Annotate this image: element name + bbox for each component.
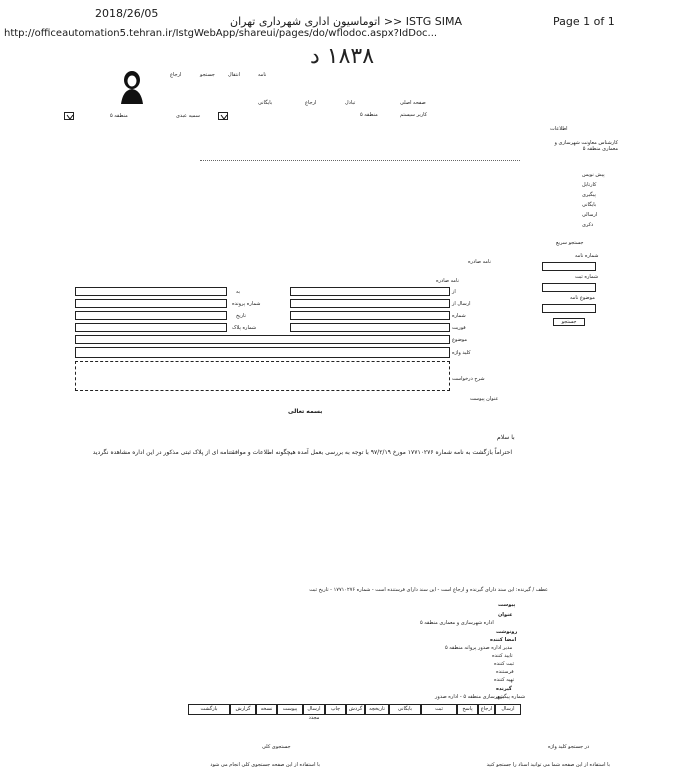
toolbar-referral[interactable]: ارجاع <box>305 100 317 106</box>
label-plate-number: شماره پلاک <box>232 325 257 331</box>
label-description: شرح درخواست <box>452 376 485 382</box>
tab-print[interactable]: چاپ <box>325 704 346 715</box>
tab-resend[interactable]: ارسال مجدد <box>303 704 325 715</box>
footer-note-left: با استفاده از این صفحه جستجوی کلی انجام می شود <box>210 762 320 768</box>
cc-label: رونوشت <box>496 629 518 635</box>
file-number-field[interactable] <box>75 299 227 308</box>
tab-return[interactable]: بازگشت <box>188 704 230 715</box>
toolbar-archive[interactable]: بایگانی <box>258 100 273 106</box>
title-label: عنوان <box>498 612 513 618</box>
user-select-value: سمیه عبدی <box>176 113 200 119</box>
label-to: به <box>236 289 241 295</box>
recorder-label: ثبت کننده <box>494 661 515 667</box>
region-dropdown[interactable] <box>218 112 228 120</box>
tab-reply[interactable]: پاسخ <box>457 704 478 715</box>
greeting: با سلام <box>497 434 515 441</box>
letter-number-label: شماره نامه <box>575 253 599 259</box>
quick-search-title: جستجو سریع <box>556 240 584 246</box>
signer-name: مدیر اداره صدور پروانه منطقه ۵ <box>445 645 513 651</box>
region-select-value: منطقه ۵ <box>110 113 128 119</box>
label-subject: موضوع <box>452 337 468 343</box>
label-date: تاریخ <box>236 313 246 319</box>
priority-field[interactable] <box>290 323 450 332</box>
region-label: منطقه ۵ <box>360 112 378 118</box>
subject-field[interactable] <box>75 335 450 344</box>
sender-label: فرستنده <box>496 669 514 675</box>
label-from: از <box>452 289 456 295</box>
chevron-down-icon <box>220 114 228 120</box>
handwritten-number: ١٨٣٨ د <box>310 44 375 69</box>
sidebar-item-inbox[interactable]: کارتابل <box>582 182 597 188</box>
label-keyword: کلید واژه <box>452 350 471 356</box>
avatar <box>117 66 147 104</box>
subject-label: موضوع نامه <box>570 295 595 301</box>
tab-attachment[interactable]: پیوست <box>277 704 303 715</box>
nav-item-referral[interactable]: ارجاع <box>170 72 182 78</box>
body-title: بسمه تعالی <box>288 408 323 415</box>
label-priority: فوریت <box>452 325 466 331</box>
sidebar-item-followup[interactable]: پیگیری <box>582 192 596 198</box>
letter-type-title: نامه صادره <box>436 278 459 284</box>
from-field[interactable] <box>290 287 450 296</box>
plate-number-field[interactable] <box>75 323 227 332</box>
approver-label: تایید کننده <box>492 653 513 659</box>
nav-item-letter[interactable]: نامه <box>258 72 267 78</box>
to-field[interactable] <box>75 287 227 296</box>
page-number: Page 1 of 1 <box>553 15 615 28</box>
sent-from-field[interactable] <box>290 299 450 308</box>
register-number-input[interactable] <box>542 283 596 292</box>
letter-number-input[interactable] <box>542 262 596 271</box>
top-note: نامه صادره <box>468 259 491 265</box>
toolbar-exchange[interactable]: تبادل <box>345 100 356 106</box>
footer-left-link[interactable]: جستجوی کلی <box>262 744 291 750</box>
sidebar-org: کارشناس معاونت شهرسازی و معماری منطقه ۵ <box>554 140 618 152</box>
search-button[interactable]: جستجو <box>553 318 585 326</box>
number-field[interactable] <box>290 311 450 320</box>
tab-refer[interactable]: ارجاع <box>478 704 495 715</box>
divider <box>200 160 520 161</box>
label-sent-from: ارسال از <box>452 301 471 307</box>
tab-flow[interactable]: گردش <box>346 704 365 715</box>
print-date: 2018/26/05 <box>95 7 159 20</box>
chevron-down-icon <box>66 114 74 120</box>
attachments-heading: پیوست <box>498 602 516 608</box>
letter-body: احتراماً بازگشت به نامه شماره ۱۷۷۱۰۲۷۶ مورخ ۹۷/۲/۱۹ با توجه به بررسی بعمل آمده هیچگونه اطلاعات و موافقتنامه ای از پلاک ثبتی مذکور در این اداره مشاهده نگردید <box>92 449 512 456</box>
receiver-name: شهرسازی منطقه ۵ - اداره صدور <box>435 694 504 700</box>
preparer-label: تهیه کننده <box>494 677 515 683</box>
signer-label: امضا کننده <box>490 637 517 643</box>
tab-version[interactable]: نسخه <box>256 704 277 715</box>
attachment-label: عنوان پیوست <box>470 396 499 402</box>
sidebar-item-archive[interactable]: بایگانی <box>582 202 597 208</box>
window-title: ISTG SIMA << اتوماسیون اداری شهرداری تهران <box>230 15 462 28</box>
footer-note-right: با استفاده از این صفحه شما می توانید اسناد را جستجو کنید <box>486 762 610 768</box>
url-text: http://officeautomation5.tehran.ir/IstgWebApp/shareui/pages/do/wflodoc.aspx?IdDoc... <box>4 28 438 39</box>
user-dropdown[interactable] <box>64 112 74 120</box>
label-number: شماره <box>452 313 466 319</box>
keyword-field[interactable] <box>75 347 450 358</box>
tab-archive[interactable]: بایگانی <box>389 704 421 715</box>
sidebar-item-sent[interactable]: ارسالی <box>582 212 598 218</box>
sidebar-header: اطلاعات <box>550 126 568 132</box>
sender-desc: اداره شهرسازی و معماری منطقه ۵ <box>420 620 494 626</box>
sidebar-item-note[interactable]: ذکری <box>582 222 594 228</box>
tab-send[interactable]: ارسال <box>495 704 521 715</box>
date-field[interactable] <box>75 311 227 320</box>
receiver-label: گیرنده <box>496 686 512 692</box>
tab-register[interactable]: ثبت <box>421 704 457 715</box>
nav-item-search[interactable]: جستجو <box>200 72 215 78</box>
reference-note: عطف / گیرنده: این سند دارای گیرنده و ارجاع است - این سند دارای فرستنده است - شماره ۱۷۷۱۰۲۷۶ - تاریخ ثبت <box>309 587 548 593</box>
toolbar-home[interactable]: صفحه اصلی <box>400 100 426 106</box>
user-label: کاربر سیستم <box>400 112 428 118</box>
nav-item-transfer[interactable]: انتقال <box>228 72 240 78</box>
tracking-label: شماره پیگیری <box>496 694 526 700</box>
register-number-label: شماره ثبت <box>575 274 599 280</box>
sidebar-item-draft[interactable]: پیش نویس <box>582 172 605 178</box>
footer-right-link[interactable]: در جستجو کلید واژه <box>548 744 590 750</box>
tab-report[interactable]: گزارش <box>230 704 256 715</box>
tab-history[interactable]: تاریخچه <box>365 704 389 715</box>
description-field[interactable] <box>75 361 450 391</box>
subject-input[interactable] <box>542 304 596 313</box>
label-file-number: شماره پرونده <box>232 301 261 307</box>
